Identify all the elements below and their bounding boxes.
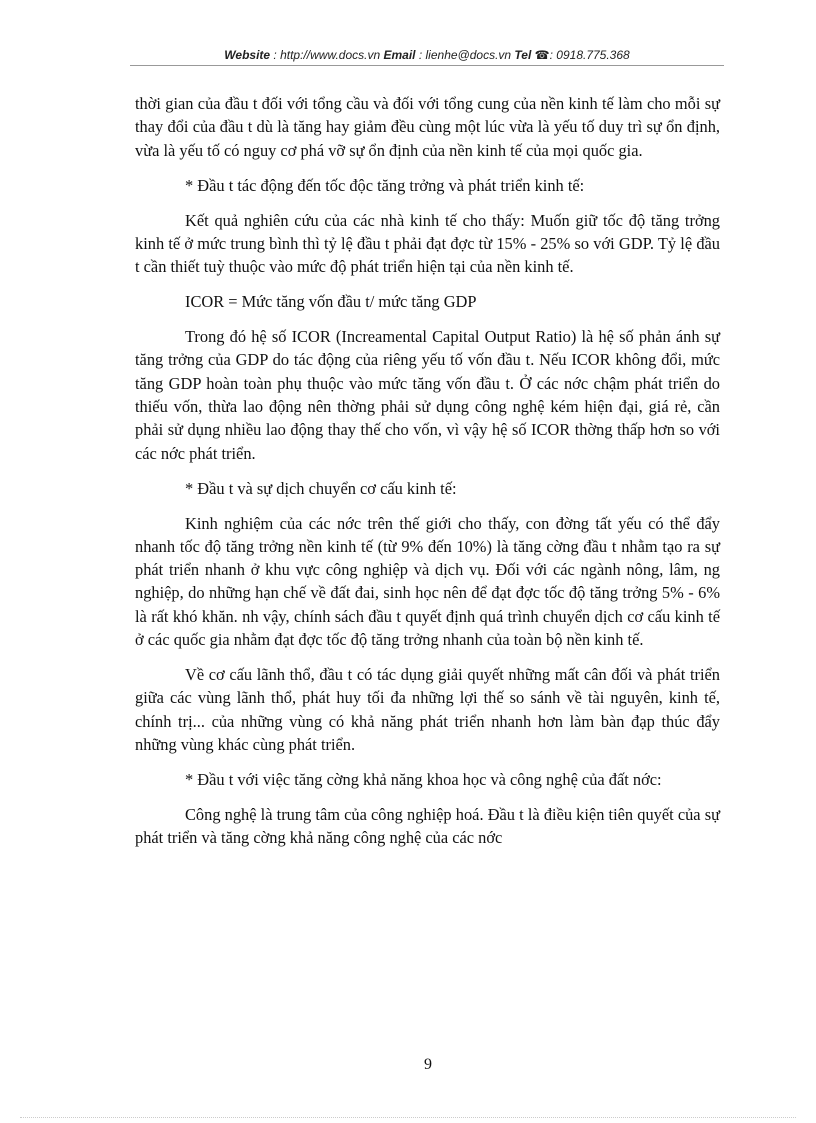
email-value: : lienhe@docs.vn <box>418 48 512 62</box>
page-number: 9 <box>424 1056 432 1073</box>
formula: ICOR = Mức tăng vốn đầu t/ mức tăng GDP <box>185 292 477 312</box>
header-rule <box>130 65 724 66</box>
tel-label: Tel <box>514 48 532 62</box>
section-heading: * Đầu t với việc tăng cờng khả năng khoa học và công nghệ của đất nớc: <box>185 769 662 789</box>
paragraph: Về cơ cấu lãnh thổ, đầu t có tác dụng giải quyết những mất cân đối và phát triển giữa các vùng lãnh thổ, phát huy tối đa những lợi thế so sánh về tài nguyên, kinh tế, chính trị... của những vùng có khả năng phát triển nhanh hơn làm bàn đạp thúc đẩy những vùng khác cùng phát triển. <box>135 665 720 754</box>
paragraph: Trong đó hệ số ICOR (Increamental Capital Output Ratio) là hệ số phản ánh sự tăng trởng của GDP do tác động của riêng yếu tố vốn đầu t. Nếu ICOR không đổi, mức tăng GDP hoàn toàn phụ thuộc vào mức tăng vốn đầu t. Ở các nớc chậm phát triển do thiếu vốn, thừa lao động nên thờng phải sử dụng công nghệ kém hiện đại, giá rẻ, cần phải sử dụng nhiều lao động thay thế cho vốn, vì vậy hệ số ICOR thờng thấp hơn so với các nớc phát triển. <box>135 327 720 463</box>
page-header <box>130 48 724 62</box>
phone-icon: ☎ <box>534 48 550 62</box>
paragraph: Công nghệ là trung tâm của công nghiệp hoá. Đầu t là điều kiện tiên quyết của sự phát triển và tăng cờng khả năng công nghệ của các nớc <box>135 804 720 848</box>
paragraph: Kinh nghiệm của các nớc trên thế giới cho thấy, con đờng tất yếu có thể đẩy nhanh tốc độ tăng trởng nền kinh tế (từ 9% đến 10%) là tăng cờng đầu t nhằm tạo ra sự phát triển nhanh ở khu vực công nghiệp và dịch vụ. Đối với các ngành nông, lâm, ng nghiệp, do những hạn chế về đất đai, sinh học nên để đạt đợc tốc độ tăng trởng 5% - 6% là rất khó khăn. nh vậy, chính sách đầu t quyết định quá trình chuyển dịch cơ cấu kinh tế ở các quốc gia nhằm đạt đợc tốc độ tăng trởng nhanh của toàn bộ nền kinh tế. <box>135 513 720 650</box>
page-bottom-border <box>20 1117 796 1118</box>
paragraph: thời gian của đầu t đối với tổng cầu và đối với tổng cung của nền kinh tế làm cho mỗi sự thay đổi của đầu t dù là tăng hay giảm đều cùng một lúc vừa là yếu tố duy trì sự ổn định, vừa là yếu tố có nguy cơ phá vỡ sự ổn định của nền kinh tế của mọi quốc gia. <box>135 94 720 160</box>
paragraph: Kết quả nghiên cứu của các nhà kinh tế cho thấy: Muốn giữ tốc độ tăng trởng kinh tế ở mức trung bình thì tỷ lệ đầu t phải đạt đợc từ 15% - 25% so với GDP. Tỷ lệ đầu t cần thiết tuỳ thuộc vào mức độ phát triển hiện tại của nền kinh tế. <box>135 210 720 277</box>
website-value: : http://www.docs.vn <box>273 48 381 62</box>
document-body <box>135 92 720 850</box>
email-label: Email <box>383 48 416 62</box>
tel-value: : 0918.775.368 <box>549 48 630 62</box>
website-label: Website <box>224 48 271 62</box>
section-heading: * Đầu t tác động đến tốc độc tăng trởng và phát triển kinh tế: <box>185 175 585 195</box>
section-heading: * Đầu t và sự dịch chuyển cơ cấu kinh tế: <box>185 478 457 498</box>
